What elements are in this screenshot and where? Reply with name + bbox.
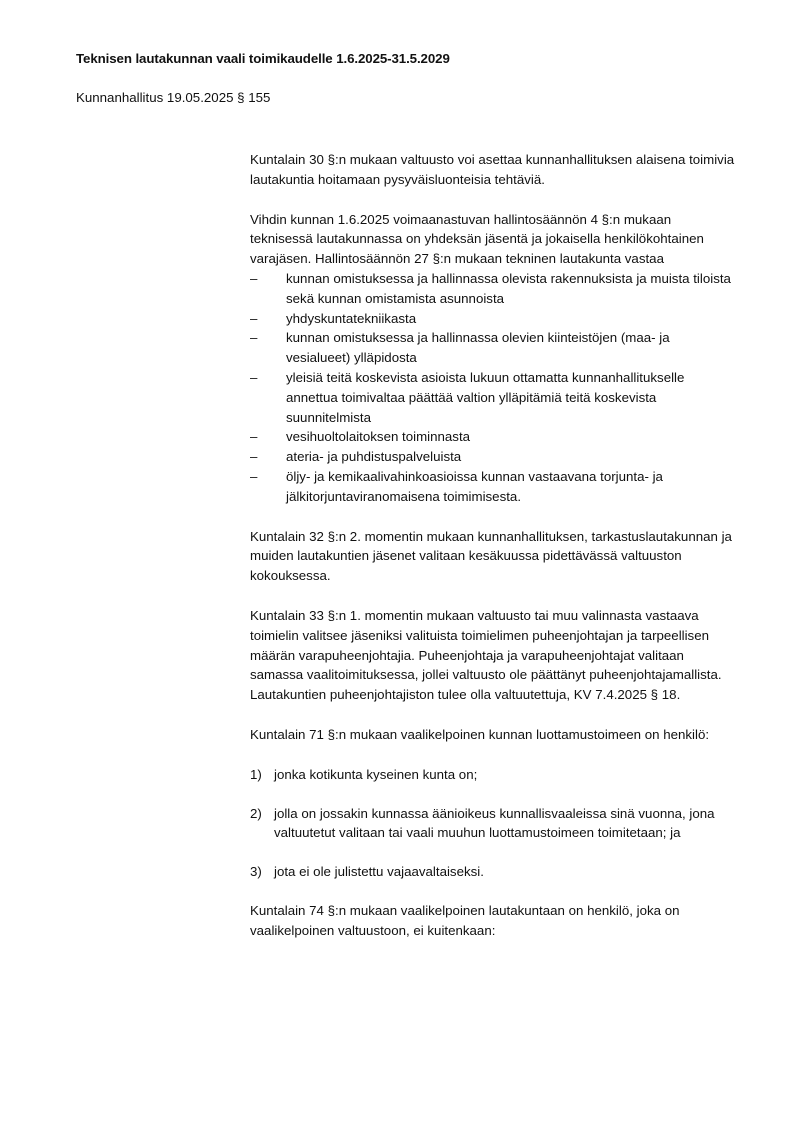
paragraph: Kuntalain 32 §:n 2. momentin mukaan kunnanhallituksen, tarkastuslautakunnan ja muiden lautakuntien jäsenet valitaan kesäkuussa pidettävässä valtuuston kokouksessa. xyxy=(250,528,732,584)
list-item-text: jolla on jossakin kunnassa äänioikeus kunnallisvaaleissa sinä vuonna, jona valtuutetut valitaan tai vaali muuhun luottamustoimeen toimitetaan; ja xyxy=(274,805,715,841)
paragraph: Kuntalain 74 §:n mukaan vaalikelpoinen lautakuntaan on henkilö, joka on vaalikelpoinen valtuustoon, ei kuitenkaan: xyxy=(250,902,680,938)
list-item xyxy=(250,804,736,844)
list-item xyxy=(250,447,736,467)
list-item-text: öljy- ja kemikaalivahinkoasioissa kunnan vastaavana torjunta- ja jälkitorjuntaviranomaisena toimimisesta. xyxy=(286,468,663,504)
responsibility-list xyxy=(250,269,736,507)
eligibility-list xyxy=(250,765,736,882)
dash-marker: – xyxy=(250,330,258,346)
paragraph: Vihdin kunnan 1.6.2025 voimaanastuvan hallintosäännön 4 §:n mukaan teknisessä lautakunnassa on yhdeksän jäsentä ja jokaisella henkilökohtainen varajäsen. Hallintosäännön 27 §:n mukaan tekninen lautakunta vastaa xyxy=(250,211,704,267)
list-item-text: vesihuoltolaitoksen toiminnasta xyxy=(286,429,471,445)
list-item xyxy=(250,862,736,882)
list-item-text: jota ei ole julistettu vajaavaltaiseksi. xyxy=(274,864,484,880)
number-marker: 3) xyxy=(250,864,262,880)
list-item-text: yhdyskuntatekniikasta xyxy=(286,310,417,326)
list-item xyxy=(250,368,736,427)
list-item-text: jonka kotikunta kyseinen kunta on; xyxy=(274,766,478,782)
list-item xyxy=(250,328,736,368)
document-body xyxy=(250,150,736,941)
list-item xyxy=(250,467,736,507)
list-item-text: yleisiä teitä koskevista asioista lukuun ottamatta kunnanhallitukselle annettua toimivaltaa päättää valtion ylläpitämiä teitä koskevista suunnitelmista xyxy=(286,369,685,425)
number-marker: 1) xyxy=(250,766,262,782)
paragraph: Kuntalain 71 §:n mukaan vaalikelpoinen kunnan luottamustoimeen on henkilö: xyxy=(250,726,710,742)
dash-marker: – xyxy=(250,369,258,385)
list-item-text: ateria- ja puhdistuspalveluista xyxy=(286,449,462,465)
paragraph: Kuntalain 30 §:n mukaan valtuusto voi asettaa kunnanhallituksen alaisena toimivia lautakuntia hoitamaan pysyväisluonteisia tehtäviä. xyxy=(250,152,735,187)
dash-marker: – xyxy=(250,310,258,326)
dash-marker: – xyxy=(250,270,258,286)
document-title: Teknisen lautakunnan vaali toimikaudelle 1.6.2025-31.5.2029 xyxy=(76,51,450,66)
dash-marker: – xyxy=(250,468,258,484)
list-item xyxy=(250,269,736,309)
meeting-reference: Kunnanhallitus 19.05.2025 § 155 xyxy=(76,90,271,105)
list-item xyxy=(250,427,736,447)
list-item-text: kunnan omistuksessa ja hallinnassa olevista rakennuksista ja muista tiloista sekä kunnan omistamista asunnoista xyxy=(286,270,731,306)
paragraph: Kuntalain 33 §:n 1. momentin mukaan valtuusto tai muu valinnasta vastaava toimielin valitsee jäseniksi valituista toimielimen puheenjohtajan ja tarpeellisen määrän varapuheenjohtajia. Puheenjohtaja ja varapuheenjohtajat valitaan samassa vaalitoimituksessa, jollei valtuusto ole päättänyt puheenjohtajamallista. Lautakuntien puheenjohtajiston tulee olla valtuutettuja, KV 7.4.2025 § 18. xyxy=(250,607,722,703)
dash-marker: – xyxy=(250,449,258,465)
list-item xyxy=(250,309,736,329)
list-item xyxy=(250,765,736,785)
dash-marker: – xyxy=(250,429,258,445)
number-marker: 2) xyxy=(250,805,262,821)
list-item-text: kunnan omistuksessa ja hallinnassa olevien kiinteistöjen (maa- ja vesialueet) ylläpidosta xyxy=(286,330,670,366)
